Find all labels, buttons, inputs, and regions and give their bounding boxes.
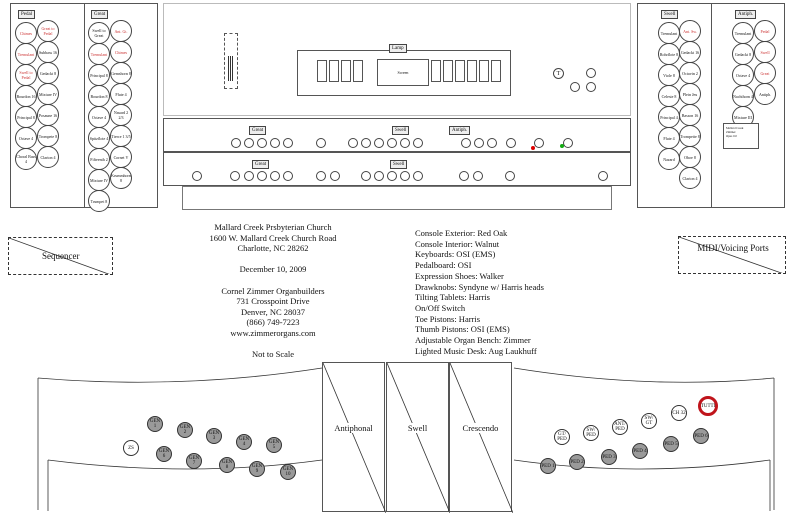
stop-drawknob[interactable]: Great — [754, 62, 776, 84]
keyboard-bottom — [182, 186, 612, 210]
church-info-line: Charlotte, NC 28262 — [237, 243, 309, 254]
toe-piston[interactable]: GEN 1 — [147, 416, 163, 432]
spec-line: Drawknobs: Syndyne w/ Harris heads — [415, 281, 544, 292]
expression-shoe-label: Swell — [387, 423, 448, 433]
expression-shoe[interactable] — [322, 362, 385, 512]
stop-drawknob[interactable]: Chimes — [110, 41, 132, 63]
thumb-piston[interactable] — [474, 138, 484, 148]
stop-drawknob[interactable]: Tremulant — [732, 22, 754, 44]
thumb-piston[interactable] — [283, 171, 293, 181]
stop-drawknob[interactable]: Posaune 16 — [37, 104, 59, 126]
stop-drawknob[interactable]: Octave 4 — [15, 127, 37, 149]
stop-drawknob[interactable]: Swell — [754, 41, 776, 63]
stop-drawknob[interactable]: Choral Bass 4 — [15, 148, 37, 170]
thumb-piston[interactable] — [270, 171, 280, 181]
thumb-piston[interactable] — [400, 171, 410, 181]
display-button[interactable] — [455, 60, 465, 82]
toe-piston[interactable]: GEN 3 — [206, 428, 222, 444]
stop-drawknob[interactable]: Trumpet 8 — [88, 190, 110, 212]
jamb-column-header: Great — [91, 10, 108, 19]
toe-piston[interactable]: GEN 9 — [249, 461, 265, 477]
display-button[interactable] — [353, 60, 363, 82]
toe-piston[interactable]: GEN 6 — [156, 446, 172, 462]
stop-drawknob[interactable]: Gedackt 8 — [37, 62, 59, 84]
stop-drawknob[interactable]: Octave 4 — [88, 106, 110, 128]
stop-drawknob[interactable]: Bourdon 8 — [88, 85, 110, 107]
spec-line: Toe Pistons: Harris — [415, 313, 481, 324]
stop-drawknob[interactable]: Trompete 8 — [37, 125, 59, 147]
stop-drawknob[interactable]: Swell to Pedal — [15, 64, 37, 86]
thumb-piston[interactable] — [505, 171, 515, 181]
display-button[interactable] — [329, 60, 339, 82]
spec-line: Pedalboard: OSI — [415, 260, 472, 271]
stop-drawknob[interactable]: Tierce 1 3/5 — [110, 125, 132, 147]
stop-drawknob[interactable]: Great to Pedal — [37, 20, 59, 42]
stop-drawknob[interactable]: Octave 4 — [732, 64, 754, 86]
stop-drawknob[interactable]: Principal 8 — [15, 106, 37, 128]
stop-drawknob[interactable]: Mixture III — [732, 106, 754, 128]
spec-line: Lighted Music Desk: Aug Laukhuff — [415, 345, 537, 356]
expression-shoe[interactable] — [449, 362, 512, 512]
display-button[interactable] — [443, 60, 453, 82]
toe-piston[interactable]: PED 6 — [693, 428, 709, 444]
thumb-piston[interactable] — [257, 138, 267, 148]
indicator-green — [560, 144, 564, 148]
spec-line: On/Off Switch — [415, 302, 466, 313]
stop-drawknob[interactable]: Tremulant — [658, 22, 680, 44]
console-specs — [415, 228, 544, 356]
stop-drawknob[interactable]: Mixture IV — [88, 169, 110, 191]
stop-drawknob[interactable]: Clarion 4 — [679, 167, 701, 189]
thumb-piston[interactable] — [473, 171, 483, 181]
toe-board-left — [0, 360, 330, 511]
thumb-piston[interactable] — [400, 138, 410, 148]
church-info-line: www.zimmerorgans.com — [230, 327, 316, 338]
control-knob[interactable] — [586, 82, 596, 92]
thumb-piston[interactable] — [534, 138, 544, 148]
screen — [377, 59, 429, 86]
toe-piston[interactable]: PED 3 — [601, 449, 617, 465]
spec-line: Expression Shoes: Walker — [415, 270, 504, 281]
stop-drawknob[interactable]: Nasard 2 2/3 — [110, 104, 132, 126]
stop-drawknob[interactable]: Antiph. — [754, 83, 776, 105]
thumb-piston[interactable] — [413, 171, 423, 181]
display-button[interactable] — [467, 60, 477, 82]
display-button[interactable] — [479, 60, 489, 82]
antiph-label: Antiph. — [449, 126, 470, 135]
stop-drawknob[interactable]: Oboe 8 — [679, 146, 701, 168]
shoe-diagonal — [450, 363, 513, 513]
church-info-line — [198, 254, 348, 265]
thumb-piston[interactable] — [244, 171, 254, 181]
swell-label-lower: Swell — [390, 160, 407, 169]
display-button[interactable] — [431, 60, 441, 82]
thumb-piston[interactable] — [348, 138, 358, 148]
console-info-card: Mallard Creek Zimmer Opus 0.0 — [723, 123, 759, 149]
thumb-piston[interactable] — [316, 138, 326, 148]
stop-drawknob[interactable]: Fifteenth 2 — [88, 148, 110, 170]
stop-drawknob[interactable]: Tremulant — [88, 43, 110, 65]
church-info-line — [198, 339, 348, 350]
spec-line: Adjustable Organ Bench: Zimmer — [415, 335, 531, 346]
church-info-line: Cornel Zimmer Organbuilders — [221, 285, 325, 296]
stop-drawknob[interactable]: Viole 8 — [658, 64, 680, 86]
stop-drawknob[interactable]: Mixture IV — [37, 83, 59, 105]
jamb-divider — [711, 3, 712, 208]
thumb-piston[interactable] — [387, 138, 397, 148]
spec-line: Console Interior: Walnut — [415, 238, 500, 249]
thumb-piston[interactable] — [361, 138, 371, 148]
display-button[interactable] — [317, 60, 327, 82]
toe-piston[interactable]: GEN 5 — [266, 437, 282, 453]
toe-piston[interactable]: GEN 4 — [236, 434, 252, 450]
church-info-line: Not to Scale — [251, 349, 295, 360]
toe-piston[interactable]: ZS — [123, 440, 139, 456]
stop-drawknob[interactable]: Krummhorn 8 — [110, 167, 132, 189]
jamb-column-header: Antiph. — [735, 10, 756, 19]
thumb-piston[interactable] — [283, 138, 293, 148]
stop-drawknob[interactable]: Principal 8 — [88, 64, 110, 86]
thumb-piston[interactable] — [374, 171, 384, 181]
thumb-piston[interactable] — [231, 138, 241, 148]
stop-drawknob[interactable]: Rohrflote 8 — [658, 43, 680, 65]
thumb-piston[interactable] — [244, 138, 254, 148]
church-info-line: (866) 749-7223 — [246, 317, 300, 328]
thumb-piston[interactable] — [374, 138, 384, 148]
thumb-piston[interactable] — [257, 171, 267, 181]
toe-piston[interactable]: SW/ GT — [641, 413, 657, 429]
jamb-column-header: Pedal — [18, 10, 35, 19]
thumb-piston[interactable] — [506, 138, 516, 148]
stop-drawknob[interactable]: Tremulant — [15, 43, 37, 65]
expression-shoe[interactable] — [386, 362, 449, 512]
stop-drawknob[interactable]: Ant. Gt. — [110, 20, 132, 42]
toe-piston[interactable]: SW/ PED — [583, 425, 599, 441]
great-label: Great — [249, 126, 266, 135]
thumb-piston[interactable] — [192, 171, 202, 181]
toe-piston[interactable]: GEN 2 — [177, 422, 193, 438]
church-info — [198, 222, 348, 360]
toe-piston[interactable]: ANT/ PED — [612, 419, 628, 435]
church-info-line: Mallard Creek Prsbyterian Church — [214, 222, 332, 232]
stop-drawknob[interactable]: Flute 4 — [658, 127, 680, 149]
sequencer-label: Sequencer — [42, 251, 80, 261]
stop-drawknob[interactable]: Cornet V — [110, 146, 132, 168]
stop-drawknob[interactable]: Spitzflote 4 — [88, 127, 110, 149]
display-button[interactable] — [491, 60, 501, 82]
spec-line: Tilting Tablets: Harris — [415, 292, 490, 303]
toe-piston[interactable]: TUTTI — [698, 396, 718, 416]
stop-drawknob[interactable]: Ant. Sw. — [679, 20, 701, 42]
control-knob[interactable] — [586, 68, 596, 78]
church-info-line: Denver, NC 28037 — [240, 306, 306, 317]
thumb-piston[interactable] — [487, 138, 497, 148]
spec-line: Keyboards: OSI (EMS) — [415, 249, 496, 260]
midi-box — [678, 236, 786, 274]
toe-piston[interactable]: GT/ PED — [554, 429, 570, 445]
jamb-divider — [84, 3, 85, 208]
stop-drawknob[interactable]: Flute 4 — [110, 83, 132, 105]
thumb-piston[interactable] — [413, 138, 423, 148]
toe-piston[interactable]: GEN 10 — [280, 464, 296, 480]
display-label: Lamp — [389, 44, 407, 53]
toe-piston[interactable]: GEN 7 — [186, 453, 202, 469]
thumb-piston[interactable] — [330, 171, 340, 181]
stop-drawknob[interactable]: Nazard — [658, 148, 680, 170]
midi-label: MIDI/Voicing Ports — [697, 243, 769, 253]
stop-drawknob[interactable]: Plein Jeu — [679, 83, 701, 105]
expression-shoe-label: Antiphonal — [323, 423, 384, 433]
stop-drawknob[interactable]: Basson 16 — [679, 104, 701, 126]
church-info-line — [198, 275, 348, 286]
expression-shoe-label: Crescendo — [450, 423, 511, 433]
display-button[interactable] — [341, 60, 351, 82]
shoe-diagonal — [323, 363, 386, 513]
lamp-grille — [228, 56, 234, 81]
stop-drawknob[interactable]: Gedackt 8 — [732, 43, 754, 65]
toe-piston[interactable]: CH 32 — [671, 405, 687, 421]
transposer-knob[interactable]: T — [553, 68, 564, 79]
stop-drawknob[interactable]: Gedackt 16 — [679, 41, 701, 63]
spec-line: Console Exterior: Red Oak — [415, 228, 508, 238]
thumb-piston[interactable] — [461, 138, 471, 148]
church-info-line: December 10, 2009 — [239, 264, 307, 275]
toe-piston[interactable]: GEN 8 — [219, 457, 235, 473]
spec-line: Thumb Pistons: OSI (EMS) — [415, 324, 510, 335]
stop-drawknob[interactable]: Chimes — [15, 22, 37, 44]
stop-drawknob[interactable]: Trompette 8 — [679, 125, 701, 147]
screen-label: Screen — [397, 70, 409, 75]
toe-piston[interactable]: PED 5 — [663, 436, 679, 452]
thumb-piston[interactable] — [270, 138, 280, 148]
stop-drawknob[interactable]: Bourdon 16 — [15, 85, 37, 107]
thumb-piston[interactable] — [387, 171, 397, 181]
stop-drawknob[interactable]: Principal 4 — [658, 106, 680, 128]
swell-label-upper: Swell — [392, 126, 409, 135]
great-label-lower: Great — [252, 160, 269, 169]
stop-drawknob[interactable]: Clarion 4 — [37, 146, 59, 168]
thumb-piston[interactable] — [459, 171, 469, 181]
thumb-piston[interactable] — [230, 171, 240, 181]
stop-drawknob[interactable]: Celeste 8 — [658, 85, 680, 107]
sequencer-box — [8, 237, 113, 275]
toe-piston[interactable]: PED 2 — [569, 454, 585, 470]
stop-drawknob[interactable]: Gemshorn 8 — [110, 62, 132, 84]
stop-drawknob[interactable]: Octavin 2 — [679, 62, 701, 84]
toe-piston[interactable]: PED 4 — [632, 443, 648, 459]
stop-drawknob[interactable]: Pedal — [754, 20, 776, 42]
church-info-line: 731 Crosspoint Drive — [236, 296, 310, 307]
thumb-piston[interactable] — [316, 171, 326, 181]
indicator-red — [531, 146, 535, 150]
shoe-diagonal — [387, 363, 450, 513]
toe-piston[interactable]: PED 1 — [540, 458, 556, 474]
jamb-column-header: Swell — [661, 10, 678, 19]
toe-board-right — [510, 360, 795, 511]
control-knob[interactable] — [570, 82, 580, 92]
thumb-piston[interactable] — [598, 171, 608, 181]
stop-drawknob[interactable]: Subbass 16 — [37, 41, 59, 63]
stop-drawknob[interactable]: Swell to Great — [88, 22, 110, 44]
thumb-piston[interactable] — [563, 138, 573, 148]
church-info-line: 1600 W. Mallard Creek Church Road — [209, 232, 337, 243]
thumb-piston[interactable] — [361, 171, 371, 181]
stop-drawknob[interactable]: Nachthorn 4 — [732, 85, 754, 107]
